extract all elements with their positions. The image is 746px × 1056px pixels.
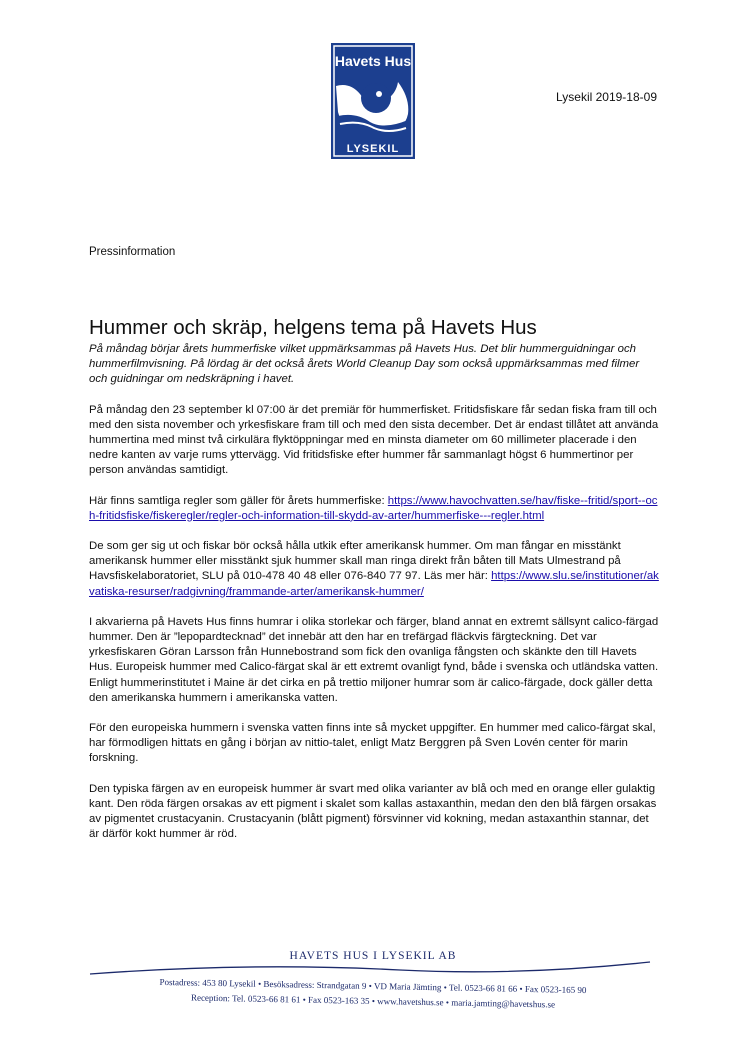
paragraph-lobster-color: Den typiska färgen av en europeisk hummer är svart med olika varianter av blå och med en orange eller gulaktig kant. Den röda färgen orsakas av ett pigment i skalet som kallas astaxanthin, medan den den blå färgen orsakas av pigmentet crustacyanin. Crustacyanin (blått pigment) försvinner vid kokning, medan astaxanthin stannar, det är därför kokt hummer är röd. (89, 782, 657, 841)
american-lobster-text: De som ger sig ut och fiskar bör också hålla utkik efter amerikansk hummer. Om man fångar en misstänkt amerikansk hummer eller misstänkt sjuk hummer skall man ringa direkt från båten till Mats Ulmestrand på Havsfiskelaboratoriet, SLU på 010-478 40 48 eller 076-840 77 97. Läs mer här: (89, 540, 621, 583)
american-lobster-link[interactable]: https://www.slu.se/institutioner/akvatiska-resurser/radgivning/frammande-arter/amerikansk-hummer/ (89, 570, 659, 598)
article-lead: På måndag börjar årets hummerfiske vilket uppmärksammas på Havets Hus. Det blir hummerguidningar och hummerfilmvisning. På lördag är det också årets World Cleanup Day som också uppmärksammas med filmer och guidningar om nedskräpning i havet. (89, 343, 640, 386)
paragraph-european-lobster: För den europeiska hummern i svenska vatten finns inte så mycket uppgifter. En hummer med calico-färgat skal, har förmodligen hittats en gång i början av nittio-talet, enligt Matz Berggren på Sven Lovén center för marin forskning. (89, 722, 656, 765)
document-label: Pressinformation (89, 246, 176, 258)
regulations-text: Här finns samtliga regler som gäller för årets hummerfiske: (89, 494, 388, 507)
logo-subtitle: LYSEKIL (346, 143, 400, 155)
footer-contact-line: Reception: Tel. 0523-66 81 61 • Fax 0523-163 35 • www.havetshus.se • maria.jamting@havetshus.se (190, 992, 556, 1010)
paragraph-regulations (89, 494, 659, 524)
document-date: Lysekil 2019-18-09 (556, 90, 657, 104)
paragraph-lobster-season: På måndag den 23 september kl 07:00 är det premiär för hummerfisket. Fritidsfiskare får sedan fiska fram till och med den sista november och yrkesfiskare fram till och med den sista december. Det är endast tillåtet att använda hummertina med minst två cirkulära flyktöppningar med en minsta diameter om 60 millimeter placerade i den nedre kanten av varje rums yttervägg. Vid fritidsfiske efter hummer får sammanlagt högst 6 hummertinor per person användas samtidigt. (89, 403, 659, 477)
havets-hus-logo (330, 42, 416, 160)
article-body (89, 316, 659, 857)
paragraph-calico-lobster: I akvarierna på Havets Hus finns humrar i olika storlekar och färger, bland annat en extremt sällsynt calico-färgad hummer. Den är ”lepopardtecknad” det innebär att den har en trefärgad fläckvis färgteckning. Det var yrkesfiskaren Göran Larsson från Hunnebostrand som fick den ovanliga fångsten och skänkte den till Havets Hus. Europeisk hummer med Calico-färgat skal är ett extremt ovanligt fynd, både i svenska och utländska vatten. Enligt hummerinstitutet i Maine är det cirka en på trettio miljoner humrar som är calico-färgade, dock gäller detta den amerikanska hummern i amerikanska vatten. (89, 615, 659, 704)
footer-company-name: HAVETS HUS I LYSEKIL AB (289, 950, 457, 962)
page-footer (0, 948, 746, 1028)
footer-postal-line: Postadress: 453 80 Lysekil • Besöksadress: Strandgatan 9 • VD Maria Jämting • Tel. 0523-66 81 66 • Fax 0523-165 90 (159, 976, 587, 996)
logo-title: Havets Hus (334, 53, 412, 69)
article-title: Hummer och skräp, helgens tema på Havets Hus (89, 316, 537, 339)
regulations-link[interactable]: https://www.havochvatten.se/hav/fiske--fritid/sport--och-fritidsfiske/fiskeregler/regler-och-information-till-skydd-av-arter/hummerfiske---regler.html (89, 494, 658, 522)
paragraph-american-lobster (89, 539, 659, 600)
